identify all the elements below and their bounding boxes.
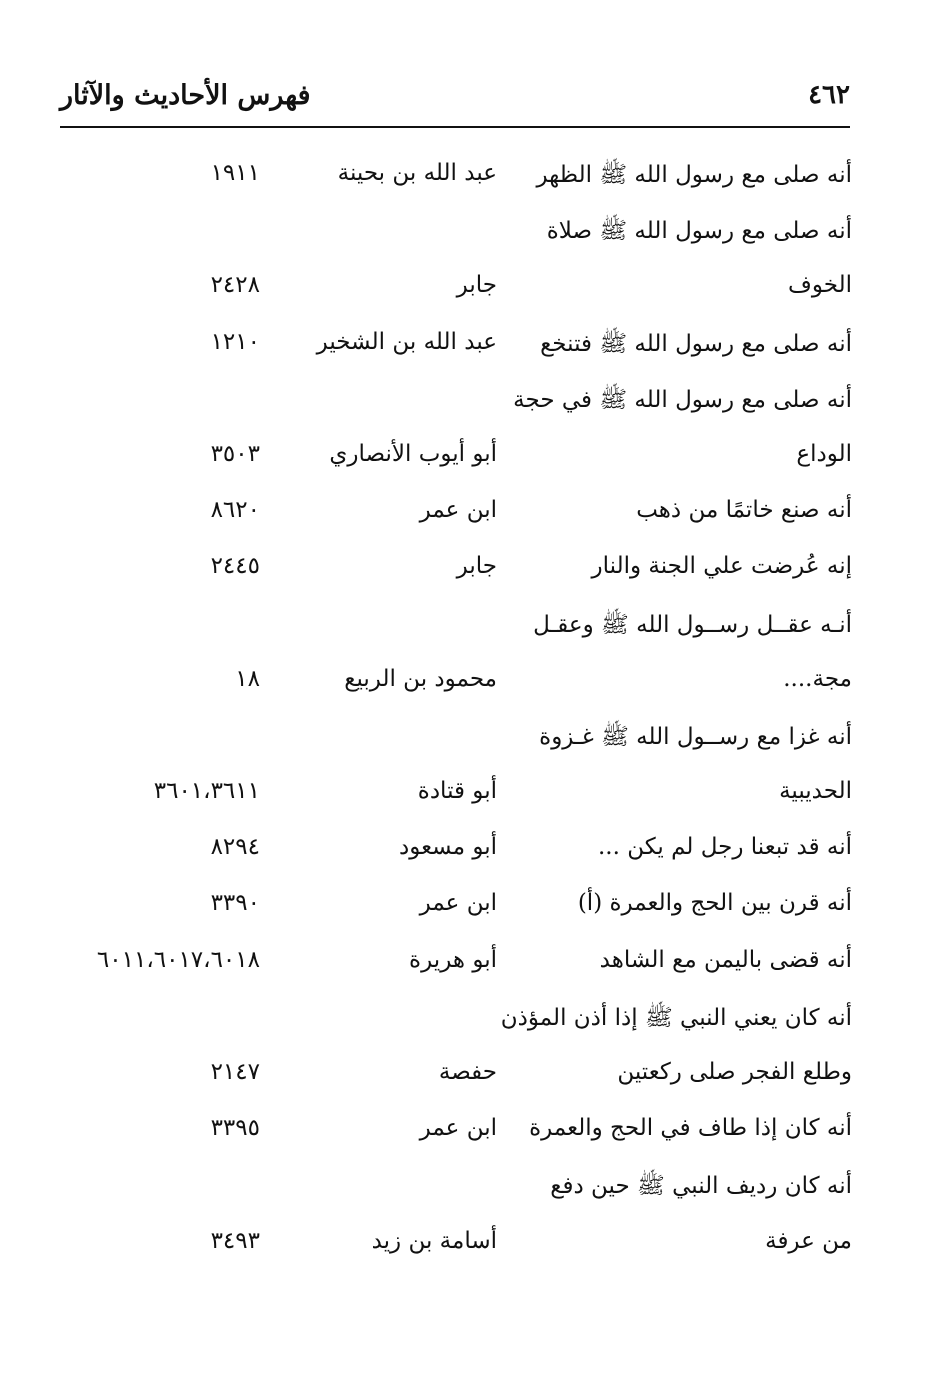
index-row: [0, 1216, 932, 1272]
hadith-number: ٣٦٠١،٣٦١١: [153, 778, 260, 805]
hadith-text: الوداع: [796, 440, 852, 467]
hadith-number: ٨٦٢٠: [210, 497, 260, 524]
index-row: [0, 991, 932, 1047]
index-row: [0, 654, 932, 710]
index-row: [0, 1047, 932, 1103]
index-row: [0, 766, 932, 822]
hadith-text: وطلع الفجر صلى ركعتين: [617, 1059, 852, 1085]
hadith-number: ٨٢٩٤: [210, 834, 260, 861]
narrator: أبو مسعود: [398, 834, 497, 861]
narrator: عبد الله بن الشخير: [316, 328, 497, 355]
hadith-text: إنه عُرضت علي الجنة والنار: [591, 553, 852, 580]
hadith-number: ٢٤٤٥: [210, 553, 260, 580]
index-row: [0, 485, 932, 541]
page-title: فهرس الأحاديث والآثار: [60, 80, 311, 111]
narrator: جابر: [456, 272, 497, 299]
hadith-number: ٢٤٢٨: [210, 272, 260, 299]
hadith-text: أنه قرن بين الحج والعمرة (أ): [577, 890, 852, 917]
index-row: [0, 148, 932, 204]
hadith-number: ٦٠١١،٦٠١٧،٦٠١٨: [96, 946, 260, 973]
hadith-text: أنه صلى مع رسول الله ﷺ في حجة: [513, 386, 852, 413]
hadith-text: أنه قد تبعنا رجل لم يكن ...: [597, 834, 852, 861]
index-row: [0, 822, 932, 878]
narrator: أبو هريرة: [409, 946, 497, 973]
narrator: أبو أيوب الأنصاري: [329, 440, 497, 467]
index-row: [0, 260, 932, 316]
hadith-text: أنه كان إذا طاف في الحج والعمرة: [529, 1115, 852, 1142]
narrator: أسامة بن زيد: [371, 1227, 497, 1254]
hadith-number: ١٨: [235, 665, 260, 692]
hadith-number: ١٩١١: [210, 160, 260, 186]
page-number: ٤٦٢: [808, 80, 850, 110]
index-row: [0, 541, 932, 597]
hadith-text: مجة....: [783, 665, 852, 692]
index-row: [0, 1159, 932, 1215]
narrator: ابن عمر: [419, 1115, 497, 1142]
hadith-number: ١٢١٠: [210, 328, 260, 355]
hadith-number: ٣٣٩٥: [210, 1115, 260, 1142]
page-header: [60, 80, 850, 124]
narrator: محمود بن الربيع: [344, 665, 497, 692]
hadith-text: أنه صلى مع رسول الله ﷺ الظهر: [536, 162, 852, 188]
hadith-text: أنه غزا مع رســول الله ﷺ غـزوة: [539, 723, 852, 750]
hadith-text: من عرفة: [765, 1227, 852, 1254]
hadith-number: ٣٤٩٣: [210, 1227, 260, 1254]
index-row: [0, 598, 932, 654]
narrator: حفصة: [438, 1059, 497, 1085]
hadith-text: أنه صلى مع رسول الله ﷺ صلاة: [546, 218, 852, 245]
narrator: جابر: [456, 553, 497, 580]
hadith-text: أنه كان رديف النبي ﷺ حين دفع: [550, 1173, 852, 1200]
index-row: [0, 317, 932, 373]
index-row: [0, 878, 932, 934]
index-row: [0, 373, 932, 429]
narrator: ابن عمر: [419, 497, 497, 524]
hadith-text: الخوف: [788, 272, 852, 299]
index-row: [0, 204, 932, 260]
index-row: [0, 429, 932, 485]
narrator: ابن عمر: [419, 890, 497, 917]
hadith-text: الحديبية: [779, 778, 852, 805]
narrator: أبو قتادة: [417, 778, 497, 805]
hadith-text: أنه صلى مع رسول الله ﷺ فتنخع: [540, 330, 852, 357]
hadith-text: أنـه عقــل رســول الله ﷺ وعقـل: [533, 611, 852, 638]
header-divider: [60, 126, 850, 128]
hadith-text: أنه صنع خاتمًا من ذهب: [636, 497, 852, 524]
hadith-index-list: [0, 148, 932, 1272]
hadith-number: ٣٥٠٣: [210, 440, 260, 467]
index-row: [0, 935, 932, 991]
hadith-text: أنه قضى باليمن مع الشاهد: [599, 946, 852, 973]
hadith-text: أنه كان يعني النبي ﷺ إذا أذن المؤذن: [500, 1004, 852, 1031]
index-row: [0, 710, 932, 766]
narrator: عبد الله بن بحينة: [337, 160, 497, 186]
index-row: [0, 1103, 932, 1159]
hadith-number: ٣٣٩٠: [210, 890, 260, 917]
hadith-number: ٢١٤٧: [210, 1059, 260, 1085]
